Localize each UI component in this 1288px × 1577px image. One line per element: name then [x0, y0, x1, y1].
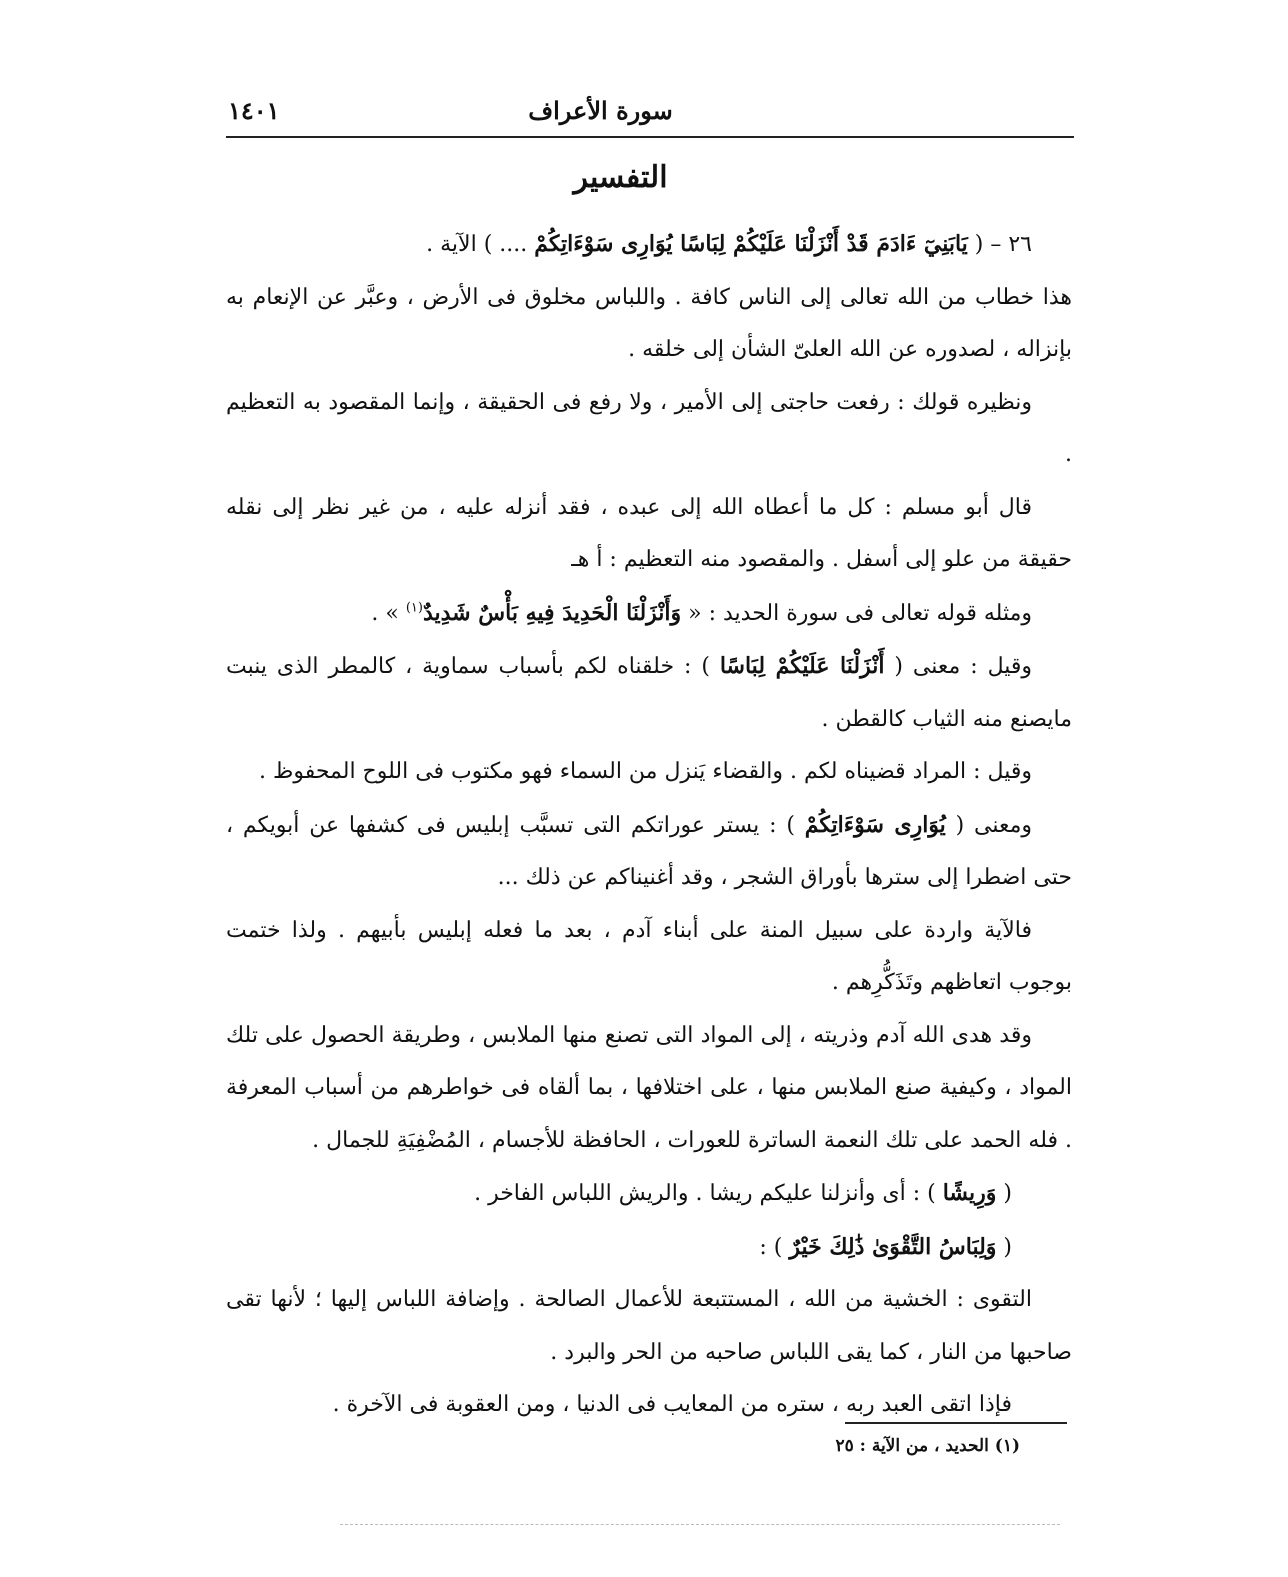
paragraph-text: قال أبو مسلم : كل ما أعطاه الله إلى عبده ، فقد أنزله عليه ، من غير نظر إلى نقله حقيقة من علو إلى أسفل . والمقصود منه التعظيم : أ هـ: [226, 494, 1072, 572]
paragraph-text: ومثله قوله تعالى فى سورة الحديد : «: [681, 600, 1032, 626]
paragraph-text: ) : يستر عوراتكم التى تسبَّب إبليس فى كشفها عن أبويكم ، حتى اضطرا إلى سترها بأوراق الشجر ، وقد أغنيناكم عن ذلك ...: [226, 812, 1072, 890]
paragraph-text: ومعنى (: [945, 812, 1032, 838]
paragraph-text: (: [996, 1234, 1012, 1260]
paragraph-p13: [226, 1274, 1072, 1379]
quran-quote: أَنْزَلْنَا عَلَيْكُمْ لِبَاسًا: [719, 653, 885, 679]
paragraph-p2: [226, 272, 1072, 377]
paragraph-p5: [226, 587, 1072, 641]
paragraph-text: » .: [371, 600, 406, 626]
section-title: التفسير: [573, 160, 668, 195]
paragraph-p4: [226, 482, 1072, 587]
running-header: [228, 96, 1073, 132]
paragraph-text: فالآية واردة على سبيل المنة على أبناء آدم ، بعد ما فعله إبليس بأبيهم . ولذا ختمت بوجوب اتعاظهم وتَذَكُّرِهم .: [226, 917, 1072, 995]
paragraph-text: ٢٦ – (: [967, 232, 1032, 257]
scan-artifact-line: [340, 1524, 1060, 1525]
quran-quote: يُوَارِى سَوْءَاتِكُمْ: [804, 811, 946, 838]
paragraph-text: ) :: [759, 1234, 790, 1260]
paragraph-p8: [226, 799, 1072, 905]
paragraph-text: ونظيره قولك : رفعت حاجتى إلى الأمير ، ولا رفع فى الحقيقة ، وإنما المقصود به التعظيم .: [226, 389, 1072, 467]
paragraph-p11: [226, 1167, 1072, 1221]
paragraph-p12: [226, 1221, 1072, 1275]
paragraph-text: هذا خطاب من الله تعالى إلى الناس كافة . واللباس مخلوق فى الأرض ، وعبَّر عن الإنعام به بإنزاله ، لصدوره عن الله العلىّ الشأن إلى خلقه .: [226, 284, 1072, 362]
paragraph-text: وقيل : معنى (: [884, 654, 1033, 679]
quran-quote: وَأَنْزَلْنَا الْحَدِيدَ فِيهِ بَأْسٌ شَدِيدٌ: [422, 599, 682, 626]
paragraph-text: وقد هدى الله آدم وذريته ، إلى المواد التى تصنع منها الملابس ، وطريقة الحصول على تلك المواد ، وكيفية صنع الملابس منها ، على اختلافها ، بما ألقاه فى خواطرهم من أسباب المعرفة . فله الحمد على تلك النعمة الساترة للعورات ، الحافظة للأجسام ، المُضْفِيَةِ للجمال .: [226, 1022, 1072, 1153]
paragraph-text: .... ) الآية .: [426, 232, 535, 257]
paragraph-text: ) : أى وأنزلنا عليكم ريشا . والريش اللباس الفاخر .: [474, 1181, 943, 1206]
paragraph-text: ) : خلقناه لكم بأسباب سماوية ، كالمطر الذى ينبت مايصنع منه الثياب كالقطن .: [226, 654, 1072, 732]
paragraph-p1: [226, 218, 1072, 272]
paragraph-p6: [226, 640, 1072, 746]
paragraph-text: (: [996, 1181, 1012, 1206]
header-divider: [226, 136, 1074, 138]
paragraph-text: التقوى : الخشية من الله ، المستتبعة للأعمال الصالحة . وإضافة اللباس إليها ؛ لأنها تقى صاحبها من النار ، كما يقى اللباس صاحبه من الحر والبرد .: [226, 1287, 1072, 1365]
paragraph-text: فإذا اتقى العبد ربه ، ستره من المعايب فى الدنيا ، ومن العقوبة فى الآخرة .: [332, 1392, 1012, 1417]
footnote-divider: [845, 1422, 1067, 1424]
tafsir-body: [226, 218, 1072, 1432]
paragraph-p9: [226, 905, 1072, 1010]
paragraph-text: وقيل : المراد قضيناه لكم . والقضاء يَنزل من السماء فهو مكتوب فى اللوح المحفوظ .: [259, 759, 1032, 784]
paragraph-p10: [226, 1010, 1072, 1168]
quran-quote: وَرِيشًا: [942, 1180, 997, 1206]
paragraph-p7: [226, 746, 1072, 799]
page-number: ١٤٠١: [228, 96, 280, 125]
paragraph-p3: [226, 377, 1072, 482]
quran-quote: يَابَنِيٓ ءَادَمَ قَدْ أَنْزَلْنَا عَلَيْكُمْ لِبَاسًا يُوَارِى سَوْءَاتِكُمْ: [534, 231, 968, 257]
footnote: (١) الحديد ، من الآية : ٢٥: [835, 1436, 1020, 1456]
surah-title: سورة الأعراف: [528, 96, 673, 125]
quran-quote: وَلِبَاسُ التَّقْوَىٰ ذَٰلِكَ خَيْرٌ: [789, 1233, 997, 1260]
footnote-marker: (١): [405, 600, 423, 616]
